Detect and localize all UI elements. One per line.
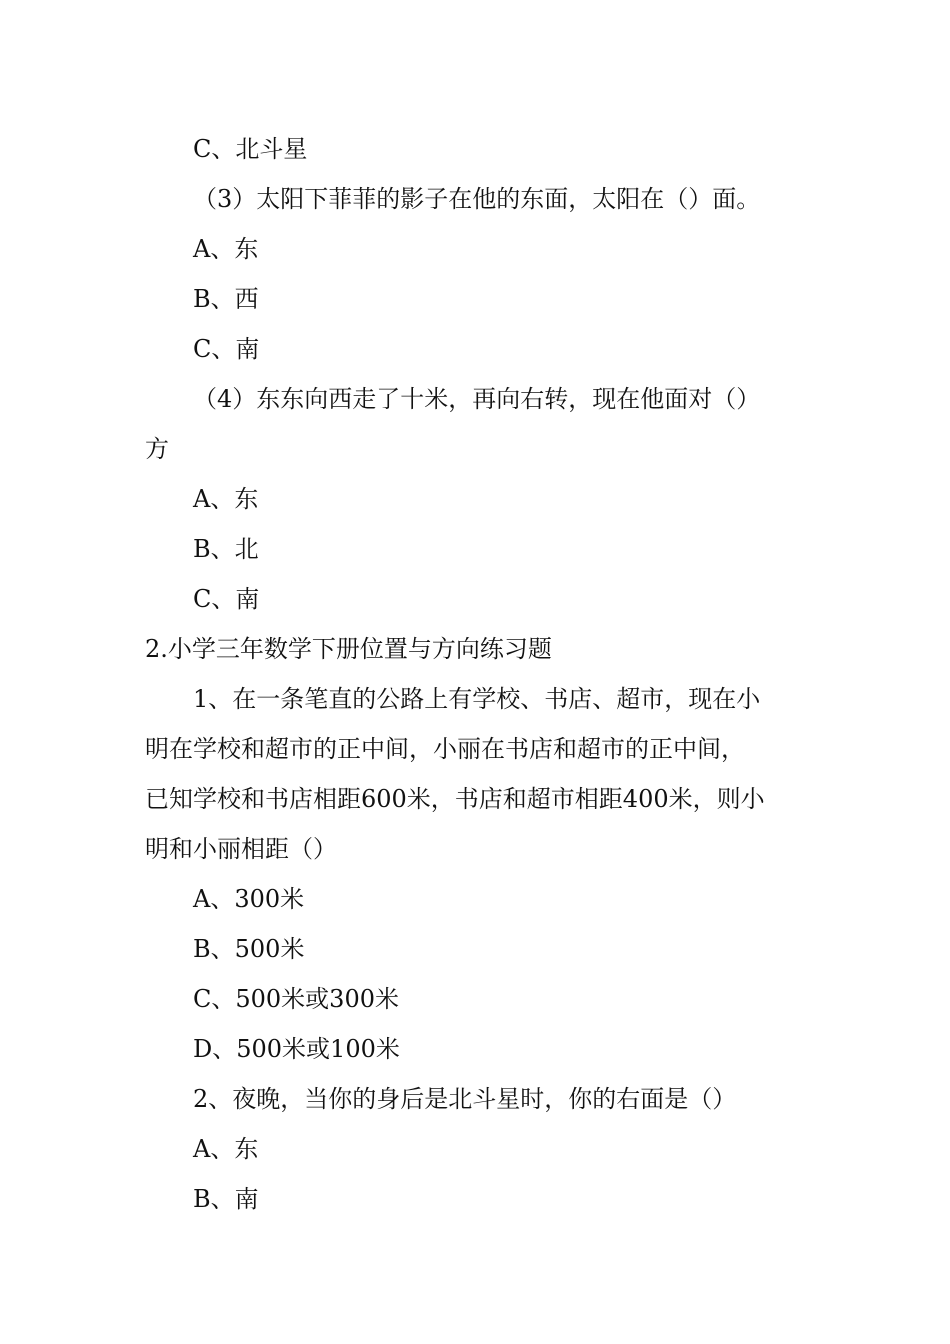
- q4-option-a: A、东: [193, 485, 259, 513]
- q2-option-a: A、东: [193, 1135, 259, 1163]
- question-4-continued: 方: [145, 435, 169, 463]
- question-1-line-4: 明和小丽相距（）: [145, 835, 337, 863]
- q3-option-c: C、南: [193, 335, 260, 363]
- question-3: （3）太阳下菲菲的影子在他的东面，太阳在（）面。: [193, 185, 761, 213]
- q3-option-a: A、东: [193, 235, 259, 263]
- question-1-line-3: 已知学校和书店相距600米，书店和超市相距400米，则小: [145, 785, 765, 813]
- q2-option-b: B、南: [193, 1185, 259, 1213]
- q4-option-b: B、北: [193, 535, 259, 563]
- q1-option-b: B、500米: [193, 935, 305, 963]
- question-1-line-1: 1、在一条笔直的公路上有学校、书店、超市，现在小: [193, 685, 761, 713]
- question-1-line-2: 明在学校和超市的正中间，小丽在书店和超市的正中间，: [145, 735, 745, 763]
- q1-option-d: D、500米或100米: [193, 1035, 400, 1063]
- section-heading: 2.小学三年数学下册位置与方向练习题: [145, 635, 552, 663]
- option-c-beidou: C、北斗星: [193, 135, 308, 163]
- question-2: 2、夜晚，当你的身后是北斗星时，你的右面是（）: [193, 1085, 737, 1113]
- q1-option-a: A、300米: [193, 885, 305, 913]
- question-4: （4）东东向西走了十米，再向右转，现在他面对（）: [193, 385, 761, 413]
- q3-option-b: B、西: [193, 285, 259, 313]
- q4-option-c: C、南: [193, 585, 260, 613]
- q1-option-c: C、500米或300米: [193, 985, 399, 1013]
